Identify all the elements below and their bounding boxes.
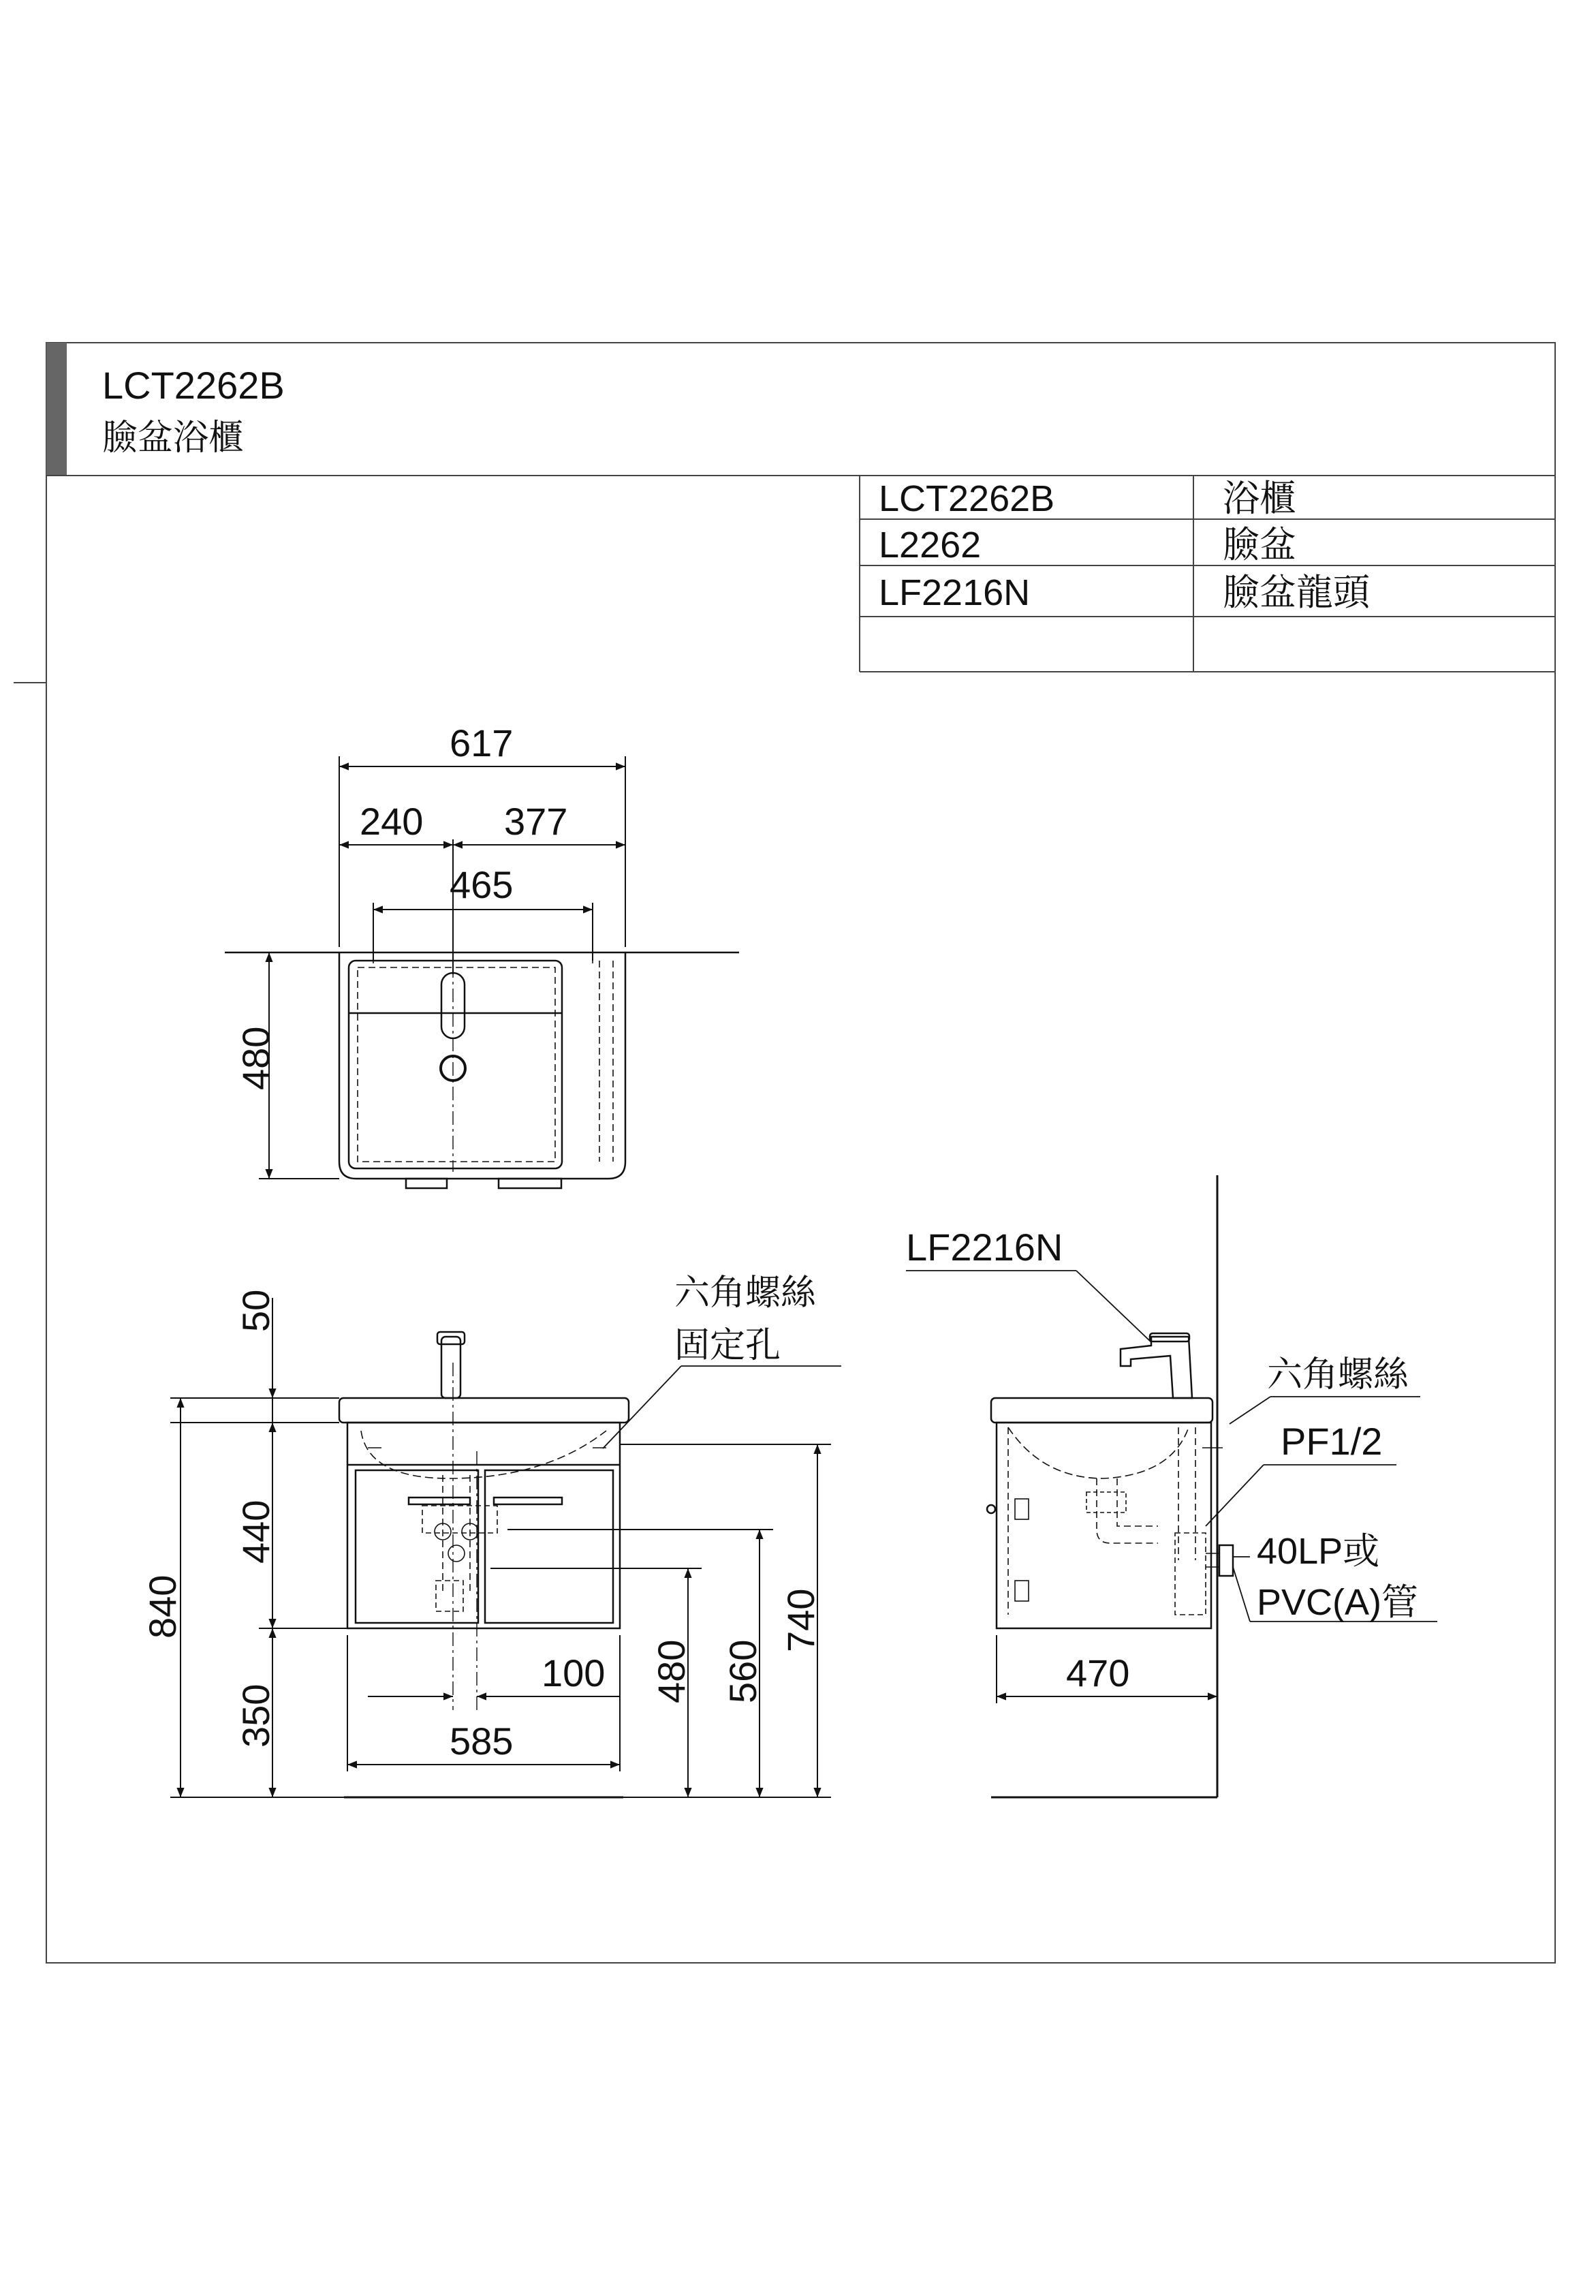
label-pvc: PVC(A)管 [1257,1582,1419,1623]
dim-840: 840 [141,1574,184,1639]
label-hex-screw-side: 六角螺絲 [1267,1355,1409,1395]
dim-440: 440 [234,1500,277,1564]
side-view-dimensions [906,1271,1437,1703]
label-40lp: 40LP或 [1257,1531,1380,1572]
top-view-dimensions [259,756,625,1179]
top-view [225,952,739,1188]
table-row-code: LCT2262B [879,478,1055,519]
dim-560: 560 [721,1639,764,1703]
dim-377: 377 [504,800,568,843]
table-row-desc: 臉盆龍頭 [1223,572,1370,613]
dim-240: 240 [360,800,424,843]
dim-50: 50 [234,1289,277,1332]
dim-740: 740 [779,1588,822,1652]
dim-480-front: 480 [650,1639,693,1703]
label-hex-screw: 六角螺絲 [674,1273,817,1313]
label-pf12: PF1/2 [1281,1420,1383,1463]
dim-585: 585 [450,1720,514,1763]
dim-100: 100 [542,1651,606,1694]
dim-465: 465 [450,863,514,906]
dim-617: 617 [450,722,514,764]
table-row-desc: 臉盆 [1223,525,1296,565]
faucet-label: LF2216N [906,1226,1063,1269]
table-row-desc: 浴櫃 [1223,478,1296,519]
table-row-code: LF2216N [879,572,1031,613]
label-fix-hole: 固定孔 [674,1326,781,1365]
product-name: 臉盆浴櫃 [102,418,245,458]
model-title: LCT2262B [102,364,285,407]
title-block [46,343,1555,476]
dim-470: 470 [1066,1651,1130,1694]
dim-480-depth: 480 [234,1026,277,1090]
dim-350: 350 [234,1684,277,1748]
table-row-code: L2262 [879,525,982,565]
